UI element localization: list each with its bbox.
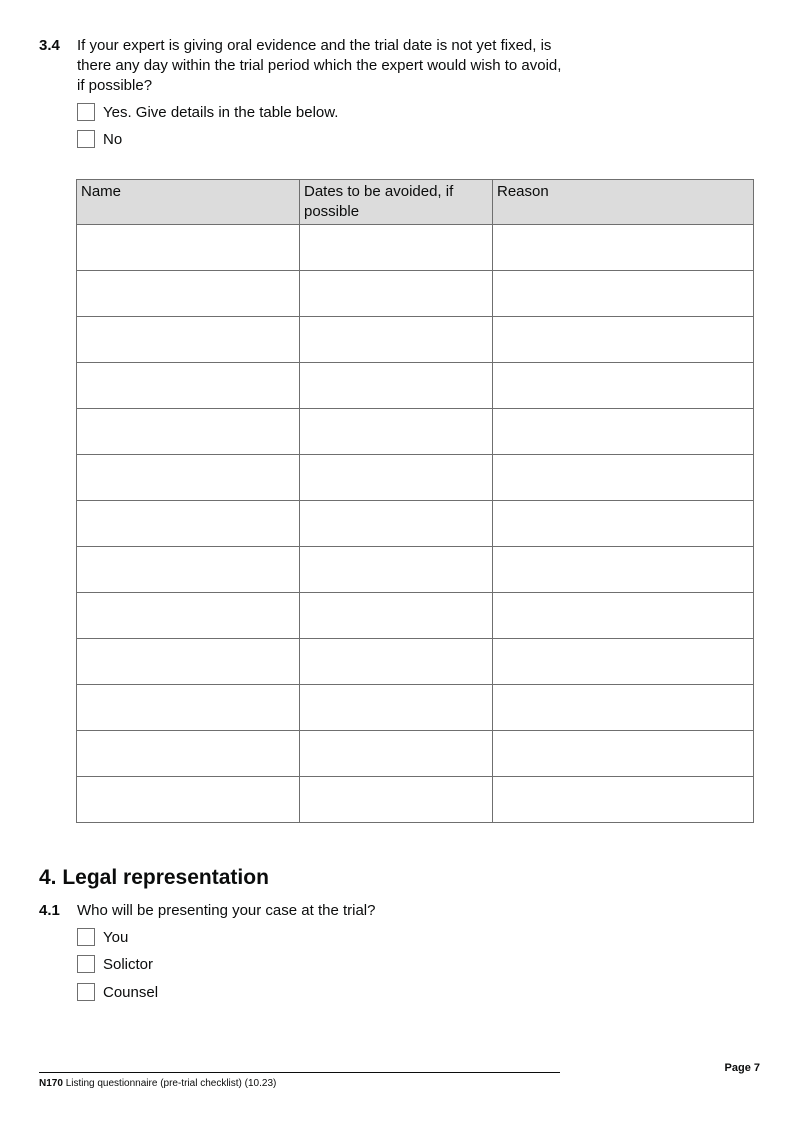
name-cell[interactable] (77, 455, 300, 501)
counsel-label: Counsel (103, 983, 159, 1001)
table-row (77, 777, 754, 823)
reason-cell[interactable] (493, 777, 754, 823)
option-solicitor[interactable] (77, 955, 153, 973)
option-you[interactable] (77, 928, 128, 946)
option-yes[interactable] (77, 103, 338, 121)
name-cell[interactable] (77, 409, 300, 455)
table-header-row (77, 180, 754, 225)
question-text: If your expert is giving oral evidence and the trial date is not yet fixed, is there any day within the trial period which the expert would wish to avoid, if possible? (77, 37, 562, 94)
option-no[interactable] (77, 130, 122, 148)
table-row (77, 455, 754, 501)
table-row (77, 409, 754, 455)
dates-cell[interactable] (300, 685, 493, 731)
name-cell[interactable] (77, 777, 300, 823)
dates-cell[interactable] (300, 317, 493, 363)
dates-cell[interactable] (300, 409, 493, 455)
dates-cell[interactable] (300, 501, 493, 547)
form-title: Listing questionnaire (pre-trial checklist) (10.23) (65, 1078, 277, 1089)
name-cell[interactable] (77, 225, 300, 271)
header-reason: Reason (493, 180, 754, 225)
name-cell[interactable] (77, 547, 300, 593)
dates-cell[interactable] (300, 547, 493, 593)
solicitor-checkbox[interactable] (77, 955, 95, 973)
dates-cell[interactable] (300, 593, 493, 639)
question-number: 4.1 (39, 902, 60, 919)
no-label: No (103, 130, 123, 148)
table-row (77, 547, 754, 593)
footer-divider (39, 1072, 560, 1073)
you-checkbox[interactable] (77, 928, 95, 946)
solicitor-label: Solictor (103, 955, 154, 973)
reason-cell[interactable] (493, 685, 754, 731)
table-row (77, 731, 754, 777)
reason-cell[interactable] (493, 593, 754, 639)
reason-cell[interactable] (493, 639, 754, 685)
dates-cell[interactable] (300, 225, 493, 271)
table-row (77, 685, 754, 731)
header-dates (300, 180, 493, 225)
table-row (77, 501, 754, 547)
dates-cell[interactable] (300, 455, 493, 501)
question-text: Who will be presenting your case at the trial? (77, 902, 376, 919)
you-label: You (103, 928, 129, 946)
dates-cell[interactable] (300, 271, 493, 317)
no-checkbox[interactable] (77, 130, 95, 148)
dates-cell[interactable] (300, 731, 493, 777)
question-number: 3.4 (39, 37, 60, 54)
reason-cell[interactable] (493, 317, 754, 363)
table-row (77, 317, 754, 363)
name-cell[interactable] (77, 593, 300, 639)
yes-checkbox[interactable] (77, 103, 95, 121)
dates-cell[interactable] (300, 639, 493, 685)
reason-cell[interactable] (493, 547, 754, 593)
table-body (77, 225, 754, 823)
yes-label: Yes. Give details in the table below. (103, 103, 339, 121)
name-cell[interactable] (77, 639, 300, 685)
page-number: Page 7 (724, 1062, 760, 1074)
reason-cell[interactable] (493, 363, 754, 409)
option-counsel[interactable] (77, 983, 158, 1001)
name-cell[interactable] (77, 271, 300, 317)
reason-cell[interactable] (493, 501, 754, 547)
reason-cell[interactable] (493, 455, 754, 501)
reason-cell[interactable] (493, 271, 754, 317)
name-cell[interactable] (77, 317, 300, 363)
dates-cell[interactable] (300, 777, 493, 823)
counsel-checkbox[interactable] (77, 983, 95, 1001)
name-cell[interactable] (77, 501, 300, 547)
dates-cell[interactable] (300, 363, 493, 409)
table-row (77, 271, 754, 317)
name-cell[interactable] (77, 731, 300, 777)
name-cell[interactable] (77, 363, 300, 409)
table-row (77, 225, 754, 271)
header-name: Name (77, 180, 300, 225)
reason-cell[interactable] (493, 409, 754, 455)
footer-form-info (39, 1078, 276, 1089)
reason-cell[interactable] (493, 731, 754, 777)
dates-to-avoid-table (76, 179, 754, 823)
reason-cell[interactable] (493, 225, 754, 271)
table-row (77, 639, 754, 685)
table-row (77, 593, 754, 639)
name-cell[interactable] (77, 685, 300, 731)
table-row (77, 363, 754, 409)
section-title: 4. Legal representation (39, 866, 269, 889)
form-code: N170 (39, 1078, 63, 1089)
header-dates-label: Dates to be avoided, if possible (304, 183, 454, 220)
